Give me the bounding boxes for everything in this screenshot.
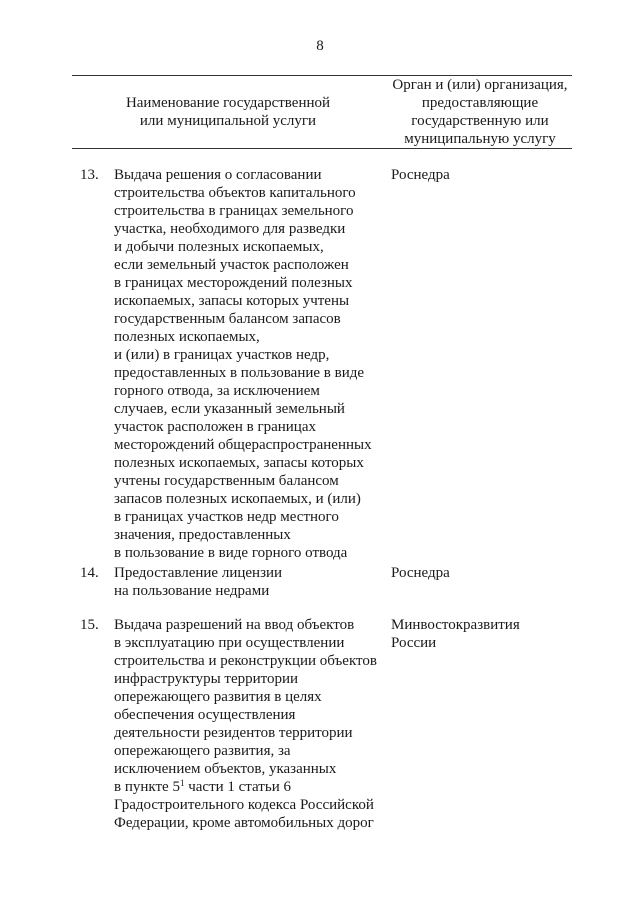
- page-number: 8: [316, 38, 324, 54]
- row-service: Выдача решения о согласовании строительства объектов капитального строительства в границах земельного участка, необходимого для разведки и добычи полезных ископаемых, если земельный участок расположен в границах месторождений полезных ископаемых, запасы которых учтены государственным балансом запасов полезных ископаемых, и (или) в границах участков недр, предоставленных в пользование в виде горного отвода, за исключением случаев, если указанный земельный участок расположен в границах месторождений общераспространенных полезных ископаемых, запасы которых учтены государственным балансом запасов полезных ископаемых, и (или) в границах участков недр местного значения, предоставленных в пользование в виде горного отвода: [114, 167, 372, 561]
- header-service-name: Наименование государственной или муниципальной услуги: [125, 95, 331, 129]
- table-header: [72, 75, 572, 149]
- row-organization: Роснедра: [391, 167, 450, 183]
- row-organization: Минвостокразвития России: [391, 617, 520, 651]
- row-number: 15.: [80, 617, 99, 633]
- row-service: Предоставление лицензии на пользование недрами: [114, 565, 283, 599]
- header-organization: Орган и (или) организация, предоставляющие государственную или муниципальную услугу: [392, 77, 568, 147]
- row-organization: Роснедра: [391, 565, 450, 581]
- row-number: 13.: [80, 167, 99, 183]
- row-service: [114, 616, 384, 832]
- superscript: 1: [179, 778, 185, 788]
- service-text-part: Выдача разрешений на ввод объектов в эксплуатацию при осуществлении строительства и реконструкции объектов инфраструктуры территории опережающего развития в целях обеспечения осуществления деятельности резидентов территории опережающего развития, за исключением объектов, указанных в пункте 5: [114, 617, 377, 795]
- service-text-part: части 1 статьи 6 Градостроительного кодекса Российской Федерации, кроме автомобильных дорог: [114, 779, 374, 831]
- row-number: 14.: [80, 565, 99, 581]
